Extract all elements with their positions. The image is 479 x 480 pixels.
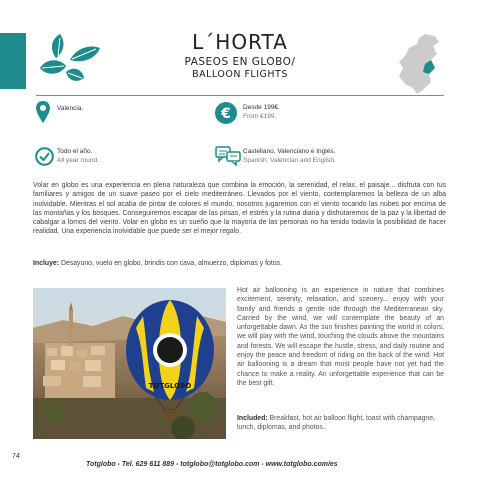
balloon-text: TOTGLOBO xyxy=(148,382,192,390)
languages-en: Spanish, Valencian and English. xyxy=(243,156,336,164)
leaf-logo xyxy=(36,30,104,88)
description-spanish: Volar en globo es una experiencia en plena naturaleza que combina la emoción, la serenidad, el relax, el paisaje... disfruta con tus familiares y amigos de un suave paseo por el cielo mediterráneo. Llevados por el viento, contemplaremos la belleza de un alba inolvidable. Mientras el sol acaba de pintar de colores el mundo, nosotros jugaremos con el viento tocando las nubes por encima de las montañas y los bosques. Conseguiremos escapar de las prisas, el estrés y la rutina diaria y disfrutaremos de la paz y la libertad de cabalgar a lomos del viento. Volar en globo es un sueño que la mayoría de las personas no ha tenido todavía la posibilidad de hacer realidad. Una experiencia inolvidable que puede ser el mejor regalo. xyxy=(33,182,446,236)
subtitle-english: BALLOON FLIGHTS xyxy=(192,69,288,80)
info-season xyxy=(57,148,99,165)
page-title: L´HORTA xyxy=(192,30,288,54)
svg-text:€: € xyxy=(221,106,231,122)
euro-icon xyxy=(215,102,237,124)
season-en: All year round. xyxy=(57,156,99,164)
footer-contact: Totglobo - Tel. 629 611 889 - totglobo@totglobo.com - www.totglobo.com/es xyxy=(86,461,338,468)
includes-text: Desayuno, vuelo en globo, brindis con cava, almuerzo, diplomas y fotos. xyxy=(59,260,282,267)
season-es: Todo el año. xyxy=(57,148,93,155)
price-es: Desde 199€. xyxy=(243,104,280,111)
title-block xyxy=(150,30,330,80)
divider xyxy=(36,95,444,96)
location-pin-icon xyxy=(36,101,50,123)
location-text: Valencia. xyxy=(57,105,84,112)
price-en: From €199. xyxy=(243,112,277,120)
check-circle-icon xyxy=(35,147,54,166)
included-label: Included: xyxy=(237,415,268,422)
languages-es: Castellano, Valenciano e Inglés. xyxy=(243,148,336,155)
info-location xyxy=(57,105,83,114)
region-map xyxy=(395,32,455,96)
subtitle-spanish: PASEOS EN GLOBO/ xyxy=(184,56,296,68)
description-english: Hot air ballooning is an experience in nature that combines excitement, serenity, relaxation, and scenery... enjoy with your family and friends a gentle ride through the Mediterranean sky. Carried by the wind, we will contemplate the beauty of an unforgettable dawn. As the sun finishes painting the world in colors, we will play with the wind, touching the clouds above the mountains and forests. We will escape the hustle, stress, and daily routine and enjoy the peace and freedom of riding on the back of the wind. Hot air ballooning is a dream that most people have not yet had the chance to make a reality. An unforgettable experience that can be the best gift. xyxy=(237,287,444,387)
chat-bubbles-icon xyxy=(215,146,241,166)
includes-label: Incluye: xyxy=(33,260,60,267)
balloon-photo xyxy=(33,288,226,439)
includes-english xyxy=(237,414,444,433)
page-number: 74 xyxy=(12,453,20,460)
included-text: Breakfast, hot air balloon flight, toast with champagne, lunch, diplomas, and photos.. xyxy=(237,415,436,432)
corner-tab xyxy=(0,33,26,89)
info-price xyxy=(243,104,280,121)
includes-spanish xyxy=(33,260,446,267)
info-languages xyxy=(243,148,336,165)
